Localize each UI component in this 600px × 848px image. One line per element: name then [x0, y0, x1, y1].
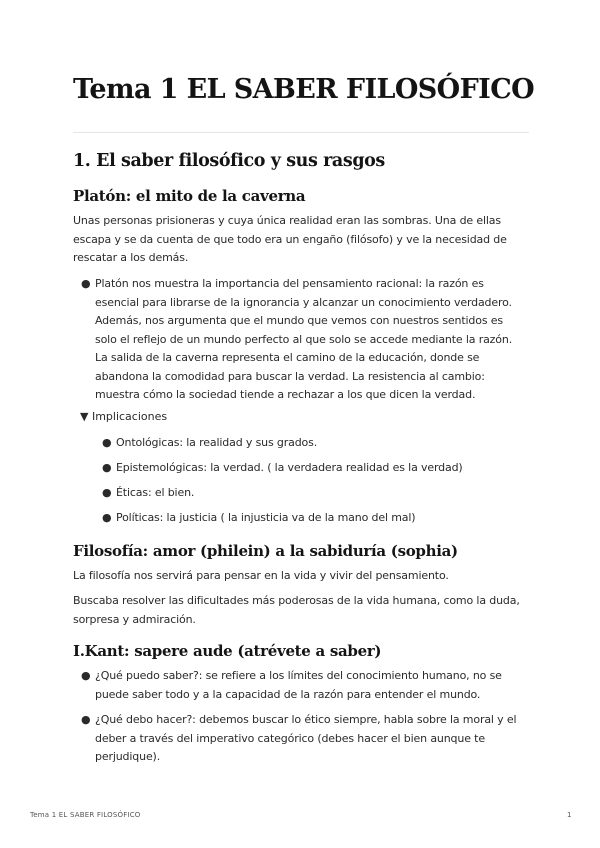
bullet-dot: ● — [81, 713, 91, 726]
bullet-dot: ● — [81, 669, 91, 682]
page-title: Tema 1 EL SABER FILOSÓFICO — [73, 74, 535, 105]
title-divider — [73, 132, 529, 133]
implicacion-item — [102, 434, 529, 453]
section-heading: 1. El saber filosófico y sus rasgos — [73, 151, 385, 171]
bullet-dot: ● — [81, 277, 91, 290]
implicacion-text: Ontológicas: la realidad y sus grados. — [116, 436, 318, 449]
platon-bullet-item — [81, 275, 527, 405]
implicacion-text: Éticas: el bien. — [116, 486, 195, 499]
implicacion-text: Políticas: la justicia ( la injusticia va de la mano del mal) — [116, 511, 416, 524]
kant-bullet-text: ¿Qué puedo saber?: se refiere a los límites del conocimiento humano, no se puede saber todo y a la capacidad de la razón para entender el mundo. — [95, 669, 502, 701]
implicacion-item — [102, 509, 529, 528]
bullet-dot: ● — [102, 511, 112, 524]
bullet-dot: ● — [102, 486, 112, 499]
footer-title: Tema 1 EL SABER FILOSÓFICO — [30, 811, 141, 819]
kant-bullet-item — [81, 667, 527, 704]
filosofia-paragraph-1: La filosofía nos servirá para pensar en la vida y vivir del pensamiento. — [73, 569, 449, 582]
kant-bullet-item — [81, 711, 527, 767]
platon-intro: Unas personas prisioneras y cuya única realidad eran las sombras. Una de ellas escapa y se da cuenta de que todo era un engaño (filósofo) y ve la necesidad de rescatar a los demás. — [73, 214, 507, 264]
kant-bullet-text: ¿Qué debo hacer?: debemos buscar lo ético siempre, habla sobre la moral y el deber a través del imperativo categórico (debes hacer el bien aunque te perjudique). — [95, 713, 517, 763]
implicacion-item — [102, 484, 529, 503]
bullet-dot: ● — [102, 436, 112, 449]
platon-bullet-text: Platón nos muestra la importancia del pensamiento racional: la razón es esencial para librarse de la ignorancia y alcanzar un conocimiento verdadero. Además, nos argumenta que el mundo que vemos con nuestros sentidos es solo el reflejo de un mundo perfecto al que solo se accede mediante la razón. La salida de la caverna representa el camino de la educación, donde se abandona la comodidad para buscar la verdad. La resistencia al cambio: muestra cómo la sociedad tiende a rechazar a los que dicen la verdad. — [95, 277, 513, 401]
filosofia-paragraph-2: Buscaba resolver las dificultades más poderosas de la vida humana, como la duda, sorpresa y admiración. — [73, 594, 520, 626]
implicacion-text: Epistemológicas: la verdad. ( la verdadera realidad es la verdad) — [116, 461, 463, 474]
kant-heading: I.Kant: sapere aude (atrévete a saber) — [73, 642, 382, 660]
bullet-dot: ● — [102, 461, 112, 474]
footer-page-number: 1 — [567, 811, 572, 819]
implicaciones-toggle[interactable]: ▼ Implicaciones — [80, 410, 168, 423]
platon-heading: Platón: el mito de la caverna — [73, 187, 306, 205]
implicacion-item — [102, 459, 529, 478]
filosofia-heading: Filosofía: amor (philein) a la sabiduría (sophia) — [73, 542, 458, 560]
